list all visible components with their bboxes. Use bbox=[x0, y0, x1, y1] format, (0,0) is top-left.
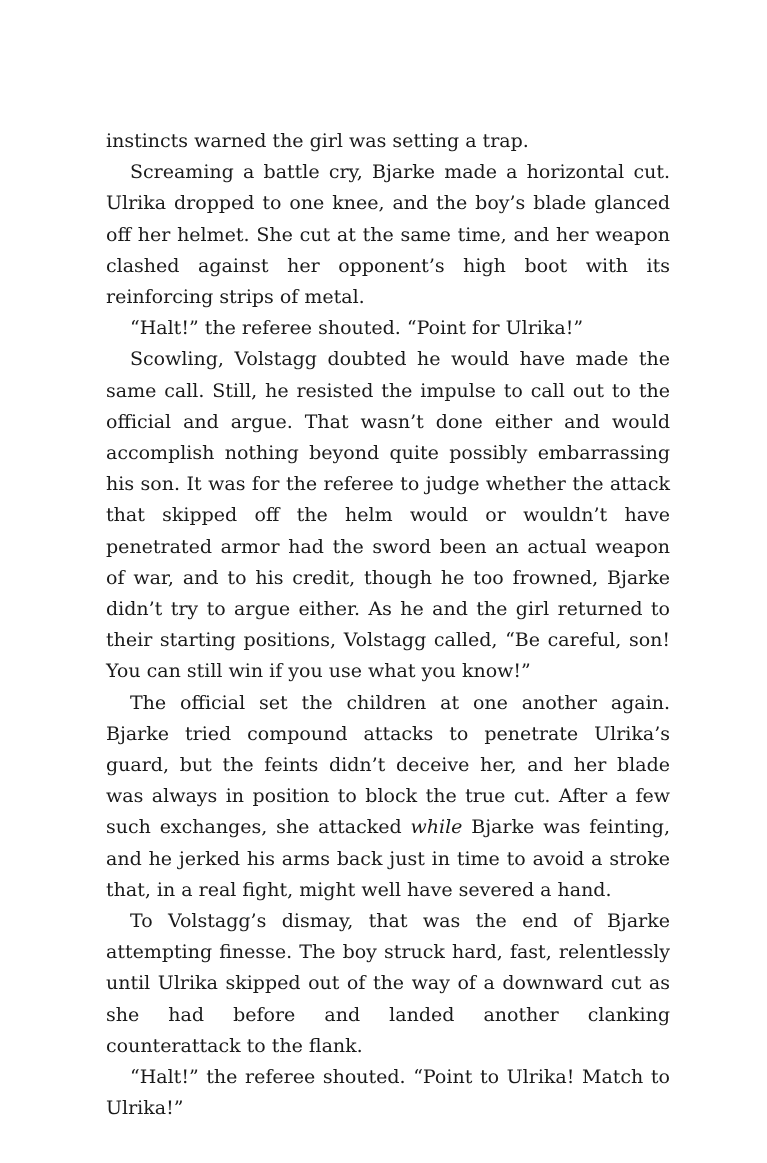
paragraph-text: The official set the children at one another again. Bjarke tried compound attacks to penetrate Ulrika’s guard, but the feints didn’t deceive her, and her blade was always in position to block the true cut. After a few such exchanges, she attacked bbox=[106, 691, 670, 839]
paragraph: To Volstagg’s dismay, that was the end of Bjarke attempting finesse. The boy struck hard, fast, relentlessly until Ulrika skipped out of the way of a downward cut as she had before and landed another clanking counterattack to the flank. bbox=[106, 910, 670, 1057]
paragraph bbox=[106, 688, 670, 906]
paragraph: Screaming a battle cry, Bjarke made a horizontal cut. Ulrika dropped to one knee, and the boy’s blade glanced off her helmet. She cut at the same time, and her weapon clashed against her opponent’s high boot with its reinforcing strips of metal. bbox=[106, 161, 670, 309]
body-text bbox=[106, 126, 670, 1125]
paragraph: “Halt!” the referee shouted. “Point to Ulrika! Match to Ulrika!” bbox=[106, 1066, 670, 1120]
paragraph-text: Bjarke was feinting, and he jerked his arms back just in time to avoid a stroke that, in a real fight, might well have severed a hand. bbox=[106, 816, 670, 901]
paragraph: Scowling, Volstagg doubted he would have made the same call. Still, he resisted the impulse to call out to the official and argue. That wasn’t done either and would accomplish nothing beyond quite possibly embarrassing his son. It was for the referee to judge whether the attack that skipped off the helm would or wouldn’t have penetrated armor had the sword been an actual weapon of war, and to his credit, though he too frowned, Bjarke didn’t try to argue either. As he and the girl returned to their starting positions, Volstagg called, “Be careful, son! You can still win if you use what you know!” bbox=[106, 348, 670, 683]
paragraph: “Halt!” the referee shouted. “Point for Ulrika!” bbox=[130, 317, 584, 340]
paragraph-continuation: instincts warned the girl was setting a trap. bbox=[106, 130, 529, 152]
emphasized-word: while bbox=[410, 816, 463, 839]
